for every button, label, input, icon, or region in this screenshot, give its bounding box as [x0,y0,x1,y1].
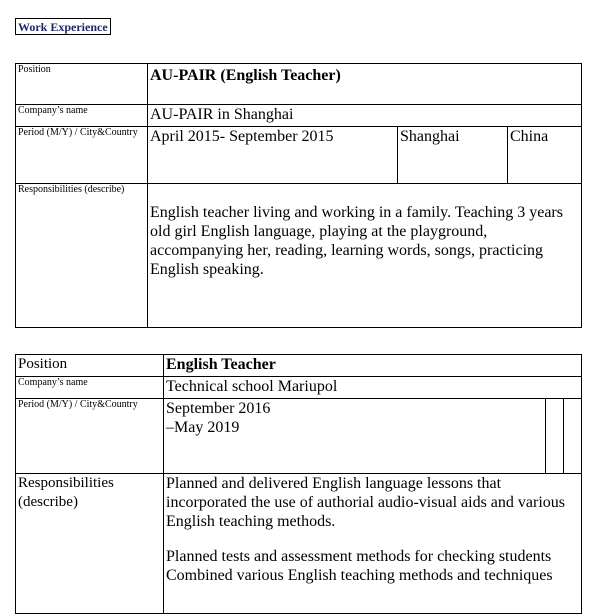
city-value: Shanghai [398,127,508,184]
company-label: Company’s name [16,105,148,127]
responsibilities-value: English teacher living and working in a family. Teaching 3 years old girl English language, playing at the playground, accompanying her, reading, learning words, songs, practicing English speaking. [148,184,582,328]
responsibilities-value [164,474,582,614]
position-value: AU-PAIR (English Teacher) [148,64,582,105]
job-table-1 [15,63,582,328]
company-value: Technical school Mariupol [164,377,582,399]
period-row [16,399,582,474]
period-value [164,399,546,474]
country-cell [564,399,582,474]
responsibilities-paragraph-1: Planned and delivered English language lessons that incorporated the use of authorial audio-visual aids and various English teaching methods. [166,475,565,530]
company-value: AU-PAIR in Shanghai [148,105,582,127]
responsibilities-row [16,474,582,614]
responsibilities-row [16,184,582,328]
period-start: September 2016 [166,400,271,417]
position-value: English Teacher [164,355,582,377]
section-title: Work Experience [15,18,111,35]
responsibilities-label: Responsibilities (describe) [16,184,148,328]
period-row [16,127,582,184]
period-label: Period (M/Y) / City&Country [16,399,164,474]
country-value: China [508,127,582,184]
company-row [16,105,582,127]
job-table-2 [15,354,582,614]
position-row [16,64,582,105]
responsibilities-paragraph-2-line-1: Planned tests and assessment methods for checking students [166,548,552,565]
responsibilities-label: Responsibilities (describe) [16,474,164,614]
responsibilities-paragraph-2-line-2: Combined various English teaching methods and techniques [166,567,553,584]
period-end: –May 2019 [166,419,240,436]
position-row [16,355,582,377]
city-cell [546,399,564,474]
period-value: April 2015- September 2015 [148,127,398,184]
company-row [16,377,582,399]
position-label: Position [16,64,148,105]
company-label: Company’s name [16,377,164,399]
period-label: Period (M/Y) / City&Country [16,127,148,184]
position-label: Position [16,355,164,377]
